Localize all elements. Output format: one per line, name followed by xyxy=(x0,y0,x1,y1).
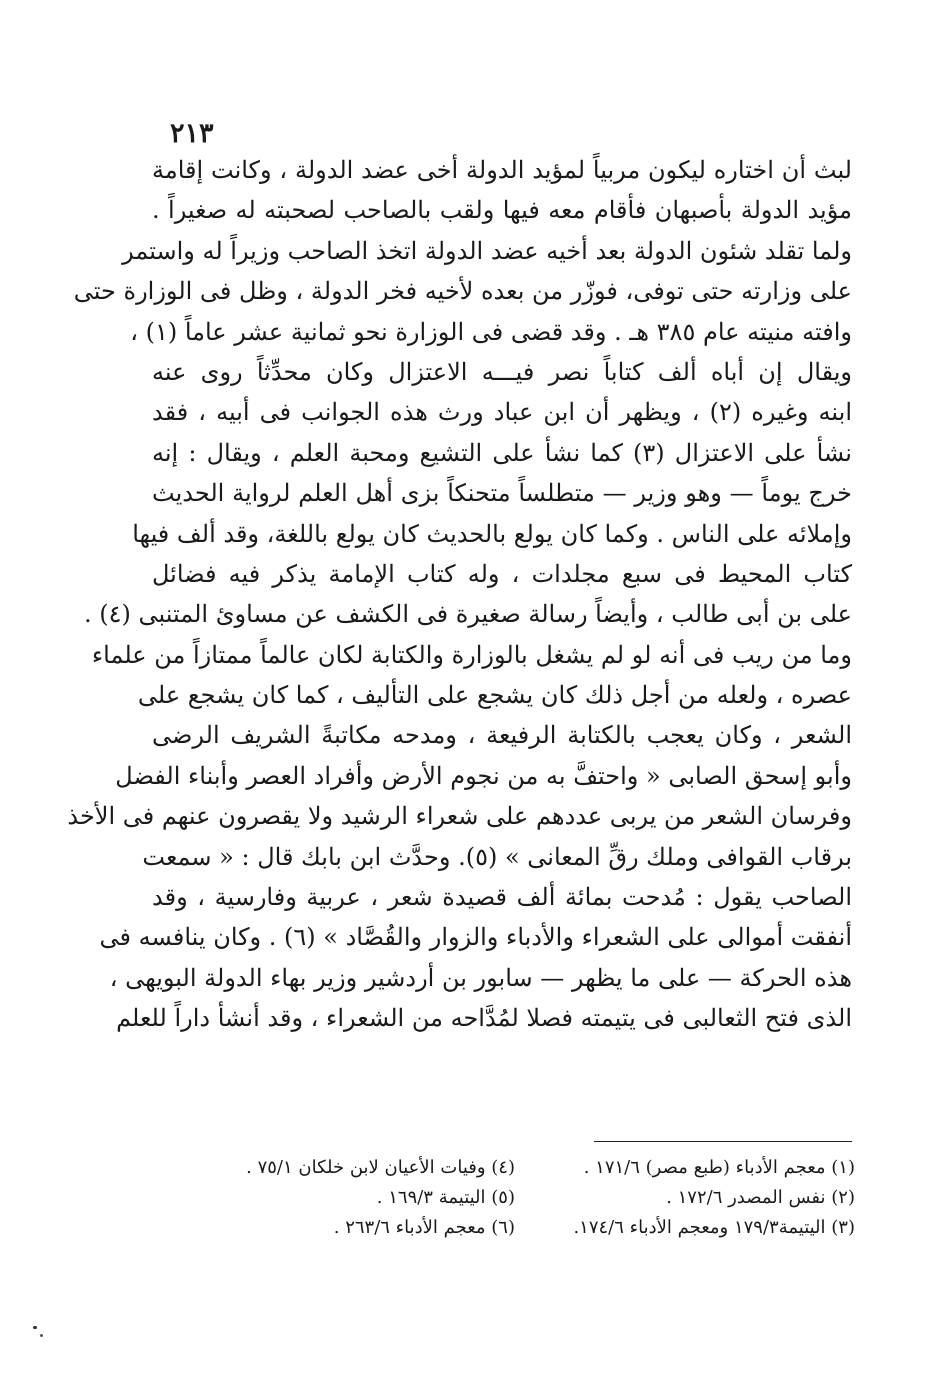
body-line: الصاحب يقول : مُدحت بمائة ألف قصيدة شعر ، عربية وفارسية ، وقد xyxy=(152,883,852,912)
body-line: هذه الحركة — على ما يظهر — سابور بن أردشير وزير بهاء الدولة البويهى ، xyxy=(109,963,852,992)
body-line: وفرسان الشعر من يربى عددهم على شعراء الرشيد ولا يقصرون عنهم فى الأخذ xyxy=(67,802,852,831)
page-number: ٢١٣ xyxy=(170,118,214,149)
footnote: (٤) وفيات الأعيان لابن خلكان ٧٥/١ . xyxy=(246,1157,515,1178)
body-line: مؤيد الدولة بأصبهان فأقام معه فيها ولقب بالصاحب لصحبته له صغيراً . xyxy=(152,196,852,225)
body-line: على وزارته حتى توفى، فوزّر من بعده لأخيه فخر الدولة ، وظل فى الوزارة حتى xyxy=(73,277,852,306)
footnote: (٢) نفس المصدر ١٧٢/٦ . xyxy=(666,1187,855,1208)
body-line: الذى فتح الثعالبى فى يتيمته فصلا لمُدَّاحه من الشعراء ، وقد أنشأ داراً للعلم xyxy=(116,1004,852,1033)
body-line: على بن أبى طالب ، وأيضاً رسالة صغيرة فى الكشف عن مساوئ المتنبى (٤) . xyxy=(83,600,852,629)
footnote: (٦) معجم الأدباء ٢٦٣/٦ . xyxy=(333,1217,515,1238)
body-line: كتاب المحيط فى سبع مجلدات ، وله كتاب الإمامة يذكر فيه فضائل xyxy=(152,559,852,588)
footnote-row xyxy=(175,1213,855,1243)
footnote-row xyxy=(175,1153,855,1183)
body-text xyxy=(67,150,853,1039)
body-line: خرج يوماً — وهو وزير — متطلساً متحنكاً بزى أهل العلم لرواية الحديث xyxy=(152,479,852,508)
body-line: نشأ على الاعتزال (٣) كما نشأ على التشيع ومحبة العلم ، ويقال : إنه xyxy=(152,438,852,467)
body-line: ابنه وغيره (٢) ، ويظهر أن ابن عباد ورث هذه الجوانب فى أبيه ، فقد xyxy=(152,398,853,427)
body-line: برقاب القوافى وملك رقِّ المعانى » (٥). وحدَّث ابن بابك قال : « سمعت xyxy=(142,842,852,871)
footnote: (٣) اليتيمة١٧٩/٣ ومعجم الأدباء ١٧٤/٦. xyxy=(573,1217,855,1238)
body-line: لبث أن اختاره ليكون مربياً لمؤيد الدولة أخى عضد الدولة ، وكانت إقامة xyxy=(152,156,852,184)
footnote: (١) معجم الأدباء (طبع مصر) ١٧١/٦ . xyxy=(583,1157,855,1178)
body-line: أنفقت أموالى على الشعراء والأدباء والزوار والقُصَّاد » (٦) . وكان ينافسه فى xyxy=(99,923,852,952)
body-line: الشعر ، وكان يعجب بالكتابة الرفيعة ، ومدحه مكاتبةً الشريف الرضى xyxy=(152,721,852,750)
scan-speck xyxy=(40,1334,43,1337)
body-line: وافته منيته عام ٣٨٥ هـ . وقد قضى فى الوزارة نحو ثمانية عشر عاماً (١) ، xyxy=(130,317,852,346)
footnote-row xyxy=(175,1183,855,1213)
body-line: وإملائه على الناس . وكما كان يولع بالحديث كان يولع باللغة، وقد ألف فيها xyxy=(132,519,852,548)
body-line: وما من ريب فى أنه لو لم يشغل بالوزارة والكتابة لكان عالماً ممتازاً من علماء xyxy=(91,640,852,669)
scan-speck xyxy=(33,1326,37,1329)
footnotes xyxy=(175,1153,855,1243)
body-line: ويقال إن أباه ألف كتاباً نصر فيـــه الاعتزال وكان محدِّثاً روى عنه xyxy=(152,357,852,386)
body-line: ولما تقلد شئون الدولة بعد أخيه عضد الدولة اتخذ الصاحب وزيراً له واستمر xyxy=(122,236,852,265)
body-line: وأبو إسحق الصابى « واحتفَّ به من نجوم الأرض وأفراد العصر وأبناء الفضل xyxy=(115,761,852,790)
body-line: عصره ، ولعله من أجل ذلك كان يشجع على التأليف ، كما كان يشجع على xyxy=(137,681,852,710)
footnote-divider xyxy=(594,1141,852,1142)
footnote: (٥) اليتيمة ١٦٩/٣ . xyxy=(376,1187,515,1208)
